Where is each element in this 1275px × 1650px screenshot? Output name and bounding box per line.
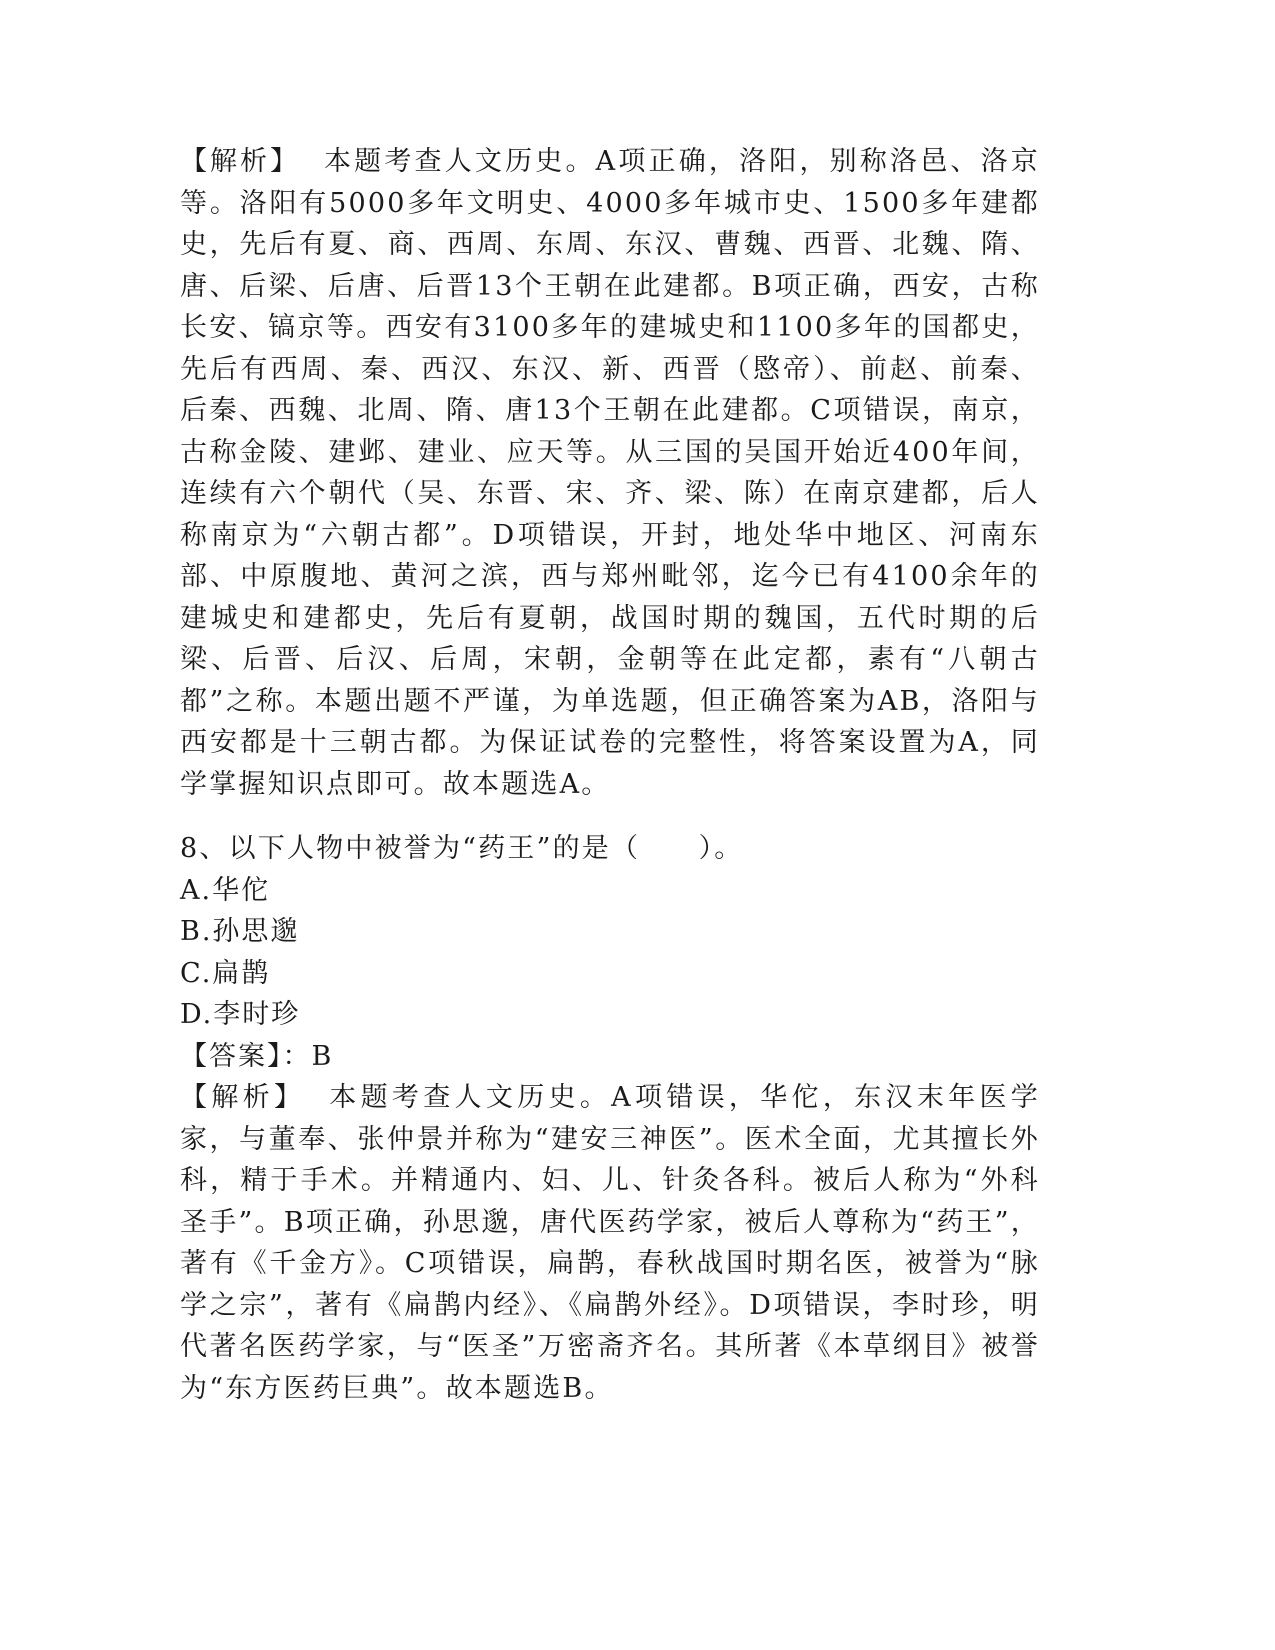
option-a: A.华佗 [180,874,271,906]
question-stem: 8、以下人物中被誉为“药王”的是（ ）。 [180,833,744,864]
explanation-tag: 【解析】 [180,1082,306,1113]
option-d: D.李时珍 [180,999,301,1030]
option-b: B.孙思邈 [180,916,300,947]
explanation-text: 本题考查人文历史。A项错误，华佗，东汉末年医学家，与董奉、张仲景并称为“建安三神医”。医术全面，尤其擅长外科，精于手术。并精通内、妇、儿、针灸各科。被后人称为“外科圣手”。B项正确，孙思邈，唐代医药学家，被后人尊称为“药王”，著有《千金方》。C项错误，扁鹊，春秋战国时期名医，被誉为“脉学之宗”，著有《扁鹊内经》、《扁鹊外经》。D项错误，李时珍，明代著名医药学家，与“医圣”万密斋齐名。其所著《本草纲目》被誉为“东方医药巨典”。故本题选B。 [180,1082,1040,1404]
explanation-q8 [180,1077,1040,1409]
option-c: C.扁鹊 [180,957,271,989]
document-page [180,141,1040,1409]
explanation-tag: 【解析】 [180,146,300,177]
answer-line: 【答案】：B [180,1040,334,1072]
option-list [180,870,1040,1036]
explanation-q7 [180,141,1040,805]
explanation-text: 本题考查人文历史。A项正确，洛阳，别称洛邑、洛京等。洛阳有5000多年文明史、4000多年城市史、1500多年建都史，先后有夏、商、西周、东周、东汉、曹魏、西晋、北魏、隋、唐、后梁、后唐、后晋13个王朝在此建都。B项正确，西安，古称长安、镐京等。西安有3100多年的建城史和1100多年的国都史，先后有西周、秦、西汉、东汉、新、西晋（愍帝）、前赵、前秦、后秦、西魏、北周、隋、唐13个王朝在此建都。C项错误，南京，古称金陵、建邺、建业、应天等。从三国的吴国开始近400年间，连续有六个朝代（吴、东晋、宋、齐、梁、陈）在南京建都，后人称南京为“六朝古都”。D项错误，开封，地处华中地区、河南东部、中原腹地、黄河之滨，西与郑州毗邻，迄今已有4100余年的建城史和建都史，先后有夏朝，战国时期的魏国，五代时期的后梁、后晋、后汉、后周，宋朝，金朝等在此定都，素有“八朝古都”之称。本题出题不严谨，为单选题，但正确答案为AB，洛阳与西安都是十三朝古都。为保证试卷的完整性，将答案设置为A，同学掌握知识点即可。故本题选A。 [180,146,1040,800]
